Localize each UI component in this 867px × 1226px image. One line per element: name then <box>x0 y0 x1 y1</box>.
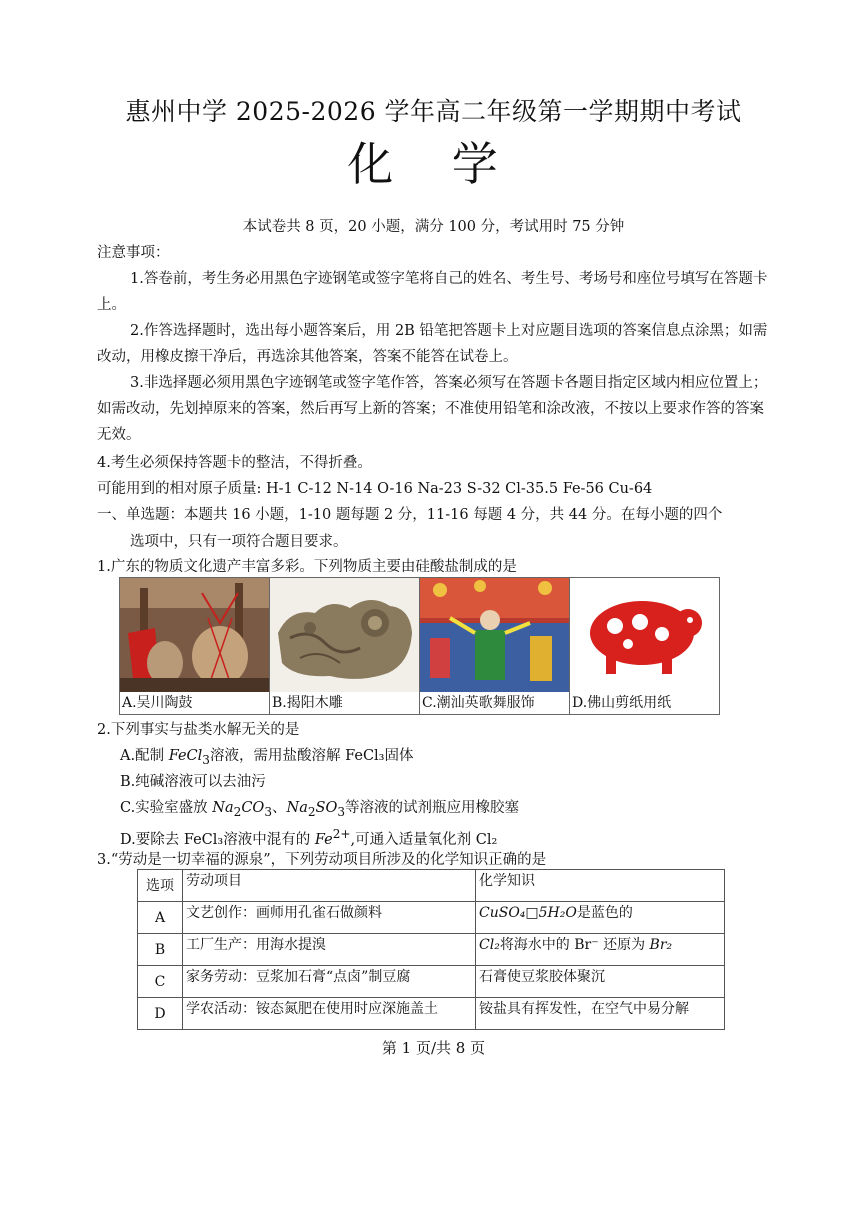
section1-heading: 一、单选题：本题共 16 小题，1-10 题每题 2 分，11-16 每题 4 分，共 44 分。在每小题的四个 <box>97 507 723 523</box>
exam-title: 惠州中学 2025-2026 学年高二年级第一学期期中考试 <box>125 97 742 126</box>
q3-row <box>138 998 725 1030</box>
q3-row <box>138 902 725 934</box>
notice-item-2: 2.作答选择题时，选出每小题答案后，用 2B 铅笔把答题卡上对应题目选项的答案信息点涂黑；如需改动，用橡皮擦干净后，再选涂其他答案，答案不能答在试卷上。 <box>97 323 768 365</box>
subject-title: 化 学 <box>347 137 520 191</box>
q3-row-project: 文艺创作：画师用孔雀石做颜料 <box>183 902 476 934</box>
atomic-mass-line: 可能用到的相对原子质量: H-1 C-12 N-14 O-16 Na-23 S-32 Cl-35.5 Fe-56 Cu-64 <box>97 481 653 497</box>
q3-row <box>138 934 725 966</box>
q1-image-table <box>119 577 720 715</box>
q3-row-project: 学农活动：铵态氮肥在使用时应深施盖土 <box>183 998 476 1030</box>
q3-table <box>137 869 725 1030</box>
q3-row-project: 家务劳动：豆浆加石膏“点卤”制豆腐 <box>183 966 476 998</box>
q3-row-knowledge: CuSO₄□5H₂O是蓝色的 <box>476 902 725 934</box>
q3-row-option: B <box>138 934 183 966</box>
q1-option-c: C.潮汕英歌舞服饰 <box>422 695 535 711</box>
notice-item-4: 4.考生必须保持答题卡的整洁，不得折叠。 <box>97 455 372 471</box>
q2-option-c: C.实验室盛放 $Na_2CO_3$、$Na_2SO_3$等溶液的试剂瓶应用橡胶塞 <box>120 800 520 819</box>
page-footer: 第 1 页/共 8 页 <box>381 1039 486 1057</box>
q3-row <box>138 966 725 998</box>
exam-info: 本试卷共 8 页，20 小题，满分 100 分，考试用时 75 分钟 <box>242 219 625 235</box>
q3-header-option: 选项 <box>138 870 183 902</box>
q2-option-b: B.纯碱溶液可以去油污 <box>120 774 266 790</box>
q3-row-option: C <box>138 966 183 998</box>
q1-option-a: A.吴川陶鼓 <box>122 695 193 711</box>
q2-stem: 2.下列事实与盐类水解无关的是 <box>97 722 300 738</box>
q1-option-d: D.佛山剪纸用纸 <box>572 695 672 711</box>
q3-header-knowledge: 化学知识 <box>476 870 725 902</box>
q2-option-d: D.要除去 FeCl₃溶液中混有的 $Fe^{2+}$,可通入适量氧化剂 Cl₂ <box>120 827 498 848</box>
q3-stem: 3.“劳动是一切幸福的源泉”，下列劳动项目所涉及的化学知识正确的是 <box>97 852 547 868</box>
notice-item-1: 1.答卷前，考生务必用黑色字迹钢笔或签字笔将自己的姓名、考生号、考场号和座位号填写在答题卡上。 <box>97 271 768 313</box>
q1-option-b: B.揭阳木雕 <box>272 695 343 711</box>
notice-heading: 注意事项： <box>97 245 170 261</box>
q3-row-knowledge: 铵盐具有挥发性，在空气中易分解 <box>476 998 725 1030</box>
section1-heading-cont: 选项中，只有一项符合题目要求。 <box>130 534 348 550</box>
q1-stem: 1.广东的物质文化遗产丰富多彩。下列物质主要由硅酸盐制成的是 <box>97 559 517 575</box>
q3-row-option: D <box>138 998 183 1030</box>
q3-row-option: A <box>138 902 183 934</box>
paper-cut-pig-image <box>570 578 719 692</box>
wood-carving-image <box>270 578 419 692</box>
q3-header-row <box>138 870 725 902</box>
q3-header-project: 劳动项目 <box>183 870 476 902</box>
q3-row-knowledge: Cl₂将海水中的 Br⁻ 还原为 Br₂ <box>476 934 725 966</box>
q3-row-project: 工厂生产：用海水提溴 <box>183 934 476 966</box>
notice-item-3: 3.非选择题必须用黑色字迹钢笔或签字笔作答，答案必须写在答题卡各题目指定区域内相应位置上；如需改动，先划掉原来的答案，然后再写上新的答案；不准使用铅笔和涂改液，不按以上要求作答的答案无效。 <box>97 375 768 443</box>
q3-row-knowledge: 石膏使豆浆胶体聚沉 <box>476 966 725 998</box>
pottery-drum-image <box>120 578 269 692</box>
yingge-dance-image <box>420 578 569 692</box>
q2-option-a: A.配制 FeCl$_3$溶液，需用盐酸溶解 FeCl₃固体 <box>120 748 414 767</box>
